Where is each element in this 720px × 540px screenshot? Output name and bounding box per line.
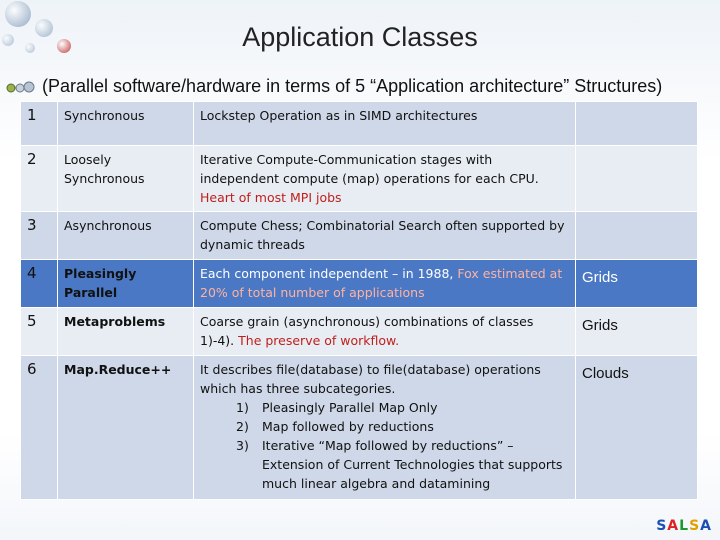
- row-description: [194, 356, 576, 500]
- page-title: Application Classes: [242, 22, 478, 52]
- list-item-number: 3): [236, 438, 249, 453]
- table-row: [21, 146, 698, 212]
- list-item-text: Map followed by reductions: [262, 419, 434, 434]
- list-item-number: 1): [236, 400, 249, 415]
- salsa-logo: [656, 518, 712, 534]
- row-class-name: Loosely Synchronous: [58, 146, 194, 212]
- logo-letter: A: [700, 518, 712, 534]
- row-number: 4: [21, 260, 58, 308]
- bullet-globe-icon: [6, 78, 42, 98]
- row-category: [576, 212, 698, 260]
- row-class-name: [58, 260, 194, 308]
- row-class-name-text: Pleasingly Parallel: [64, 266, 137, 300]
- list-item-number: 2): [236, 419, 249, 434]
- subtitle-text: (Parallel software/hardware in terms of 5 “Application architecture” Structures): [42, 76, 663, 96]
- table-row-highlighted: [21, 260, 698, 308]
- logo-letter: L: [679, 518, 690, 534]
- row-number: 3: [21, 212, 58, 260]
- list-item-text: Iterative “Map followed by reductions” – Extension of Current Technologies that supports much linear algebra and datamining: [262, 438, 563, 491]
- row-description: [194, 260, 576, 308]
- row-category: [576, 102, 698, 146]
- description-text: Iterative Compute-Communication stages with independent compute (map) operations for each CPU.: [200, 152, 539, 186]
- table-row: [21, 356, 698, 500]
- application-classes-table: [20, 101, 698, 500]
- table-row: [21, 308, 698, 356]
- list-item: [236, 398, 570, 417]
- logo-letter: S: [656, 518, 668, 534]
- logo-letter: S: [689, 518, 701, 534]
- logo-letter: A: [667, 518, 680, 534]
- row-description: [194, 308, 576, 356]
- list-item-text: Pleasingly Parallel Map Only: [262, 400, 438, 415]
- table-row: [21, 212, 698, 260]
- row-class-name: [58, 308, 194, 356]
- row-number: 1: [21, 102, 58, 146]
- subtitle-bullet-row: [6, 76, 716, 102]
- row-class-name: Asynchronous: [58, 212, 194, 260]
- row-number: 2: [21, 146, 58, 212]
- description-text: It describes file(database) to file(database) operations which has three subcategories.: [200, 362, 541, 396]
- row-description: Compute Chess; Combinatorial Search often supported by dynamic threads: [194, 212, 576, 260]
- row-category: Grids: [576, 308, 698, 356]
- list-item: [236, 417, 570, 436]
- row-number: 6: [21, 356, 58, 500]
- row-class-name-text: Metaproblems: [64, 314, 166, 329]
- list-item: [236, 436, 570, 493]
- row-category: Grids: [576, 260, 698, 308]
- row-number: 5: [21, 308, 58, 356]
- description-highlight: Fox estimated at 20% of total number of applications: [200, 266, 563, 300]
- table-row: [21, 102, 698, 146]
- description-highlight: The preserve of workflow.: [238, 333, 400, 348]
- row-category: [576, 146, 698, 212]
- description-highlight: Heart of most MPI jobs: [200, 190, 342, 205]
- row-class-name-text: Map.Reduce++: [64, 362, 172, 377]
- row-class-name: [58, 356, 194, 500]
- subcategory-list: [200, 398, 570, 493]
- description-text: Each component independent – in 1988,: [200, 266, 454, 281]
- row-category: Clouds: [576, 356, 698, 500]
- row-description: [194, 146, 576, 212]
- row-class-name: Synchronous: [58, 102, 194, 146]
- description-text: Coarse grain (asynchronous) combinations of classes 1)-4).: [200, 314, 534, 348]
- row-description: Lockstep Operation as in SIMD architectures: [194, 102, 576, 146]
